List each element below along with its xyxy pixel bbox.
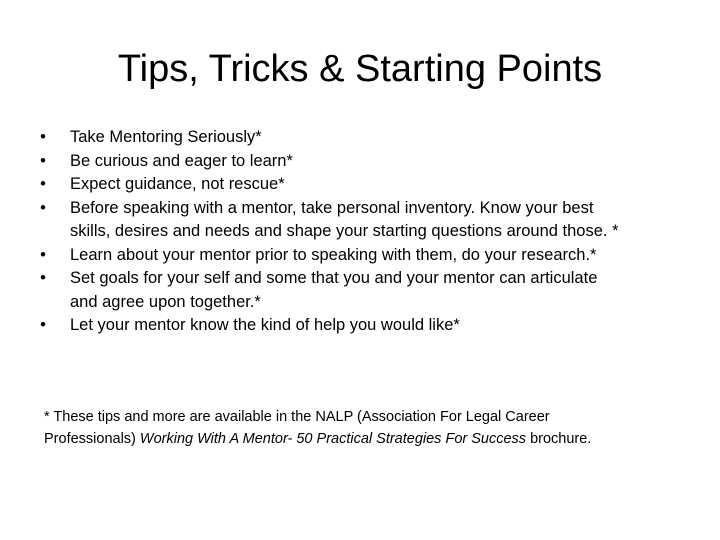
footnote-text: brochure. — [526, 431, 592, 447]
bullet-icon: • — [40, 198, 46, 217]
footnote — [44, 406, 684, 450]
bullet-icon: • — [40, 128, 46, 146]
bullet-item — [37, 126, 677, 150]
brochure-title: Working With A Mentor- 50 Practical Strategies For Success — [139, 431, 527, 447]
bullet-text: Be curious and eager to learn* — [70, 151, 293, 170]
bullet-text: Let your mentor know the kind of help you would like* — [70, 316, 460, 334]
bullet-icon: • — [40, 269, 46, 287]
slide-title: Tips, Tricks & Starting Points — [117, 48, 603, 90]
bullet-item — [37, 244, 677, 268]
bullet-icon: • — [40, 245, 46, 264]
bullet-item — [37, 267, 677, 314]
bullet-text-line: Before speaking with a mentor, take personal inventory. Know your best — [70, 198, 594, 217]
bullet-text-line: and agree upon together.* — [70, 292, 261, 311]
footnote-text: Professionals) — [44, 431, 140, 447]
bullet-text: Take Mentoring Seriously* — [70, 128, 262, 146]
bullet-icon: • — [40, 151, 46, 170]
bullet-text: Learn about your mentor prior to speaking with them, do your research.* — [70, 245, 597, 264]
bullet-item — [37, 173, 677, 197]
bullet-text-line: Set goals for your self and some that you and your mentor can articulate — [70, 269, 598, 287]
bullet-item — [37, 150, 677, 174]
bullet-text-line: skills, desires and needs and shape your starting questions around those. * — [70, 222, 619, 240]
bullet-item — [37, 314, 677, 338]
bullet-icon: • — [40, 175, 46, 193]
bullet-item — [37, 197, 677, 244]
bullet-text: Expect guidance, not rescue* — [70, 175, 285, 193]
bullet-icon: • — [40, 316, 46, 334]
tips-bullet-list — [37, 126, 677, 338]
footnote-line: * These tips and more are available in the NALP (Association For Legal Career — [44, 409, 550, 425]
